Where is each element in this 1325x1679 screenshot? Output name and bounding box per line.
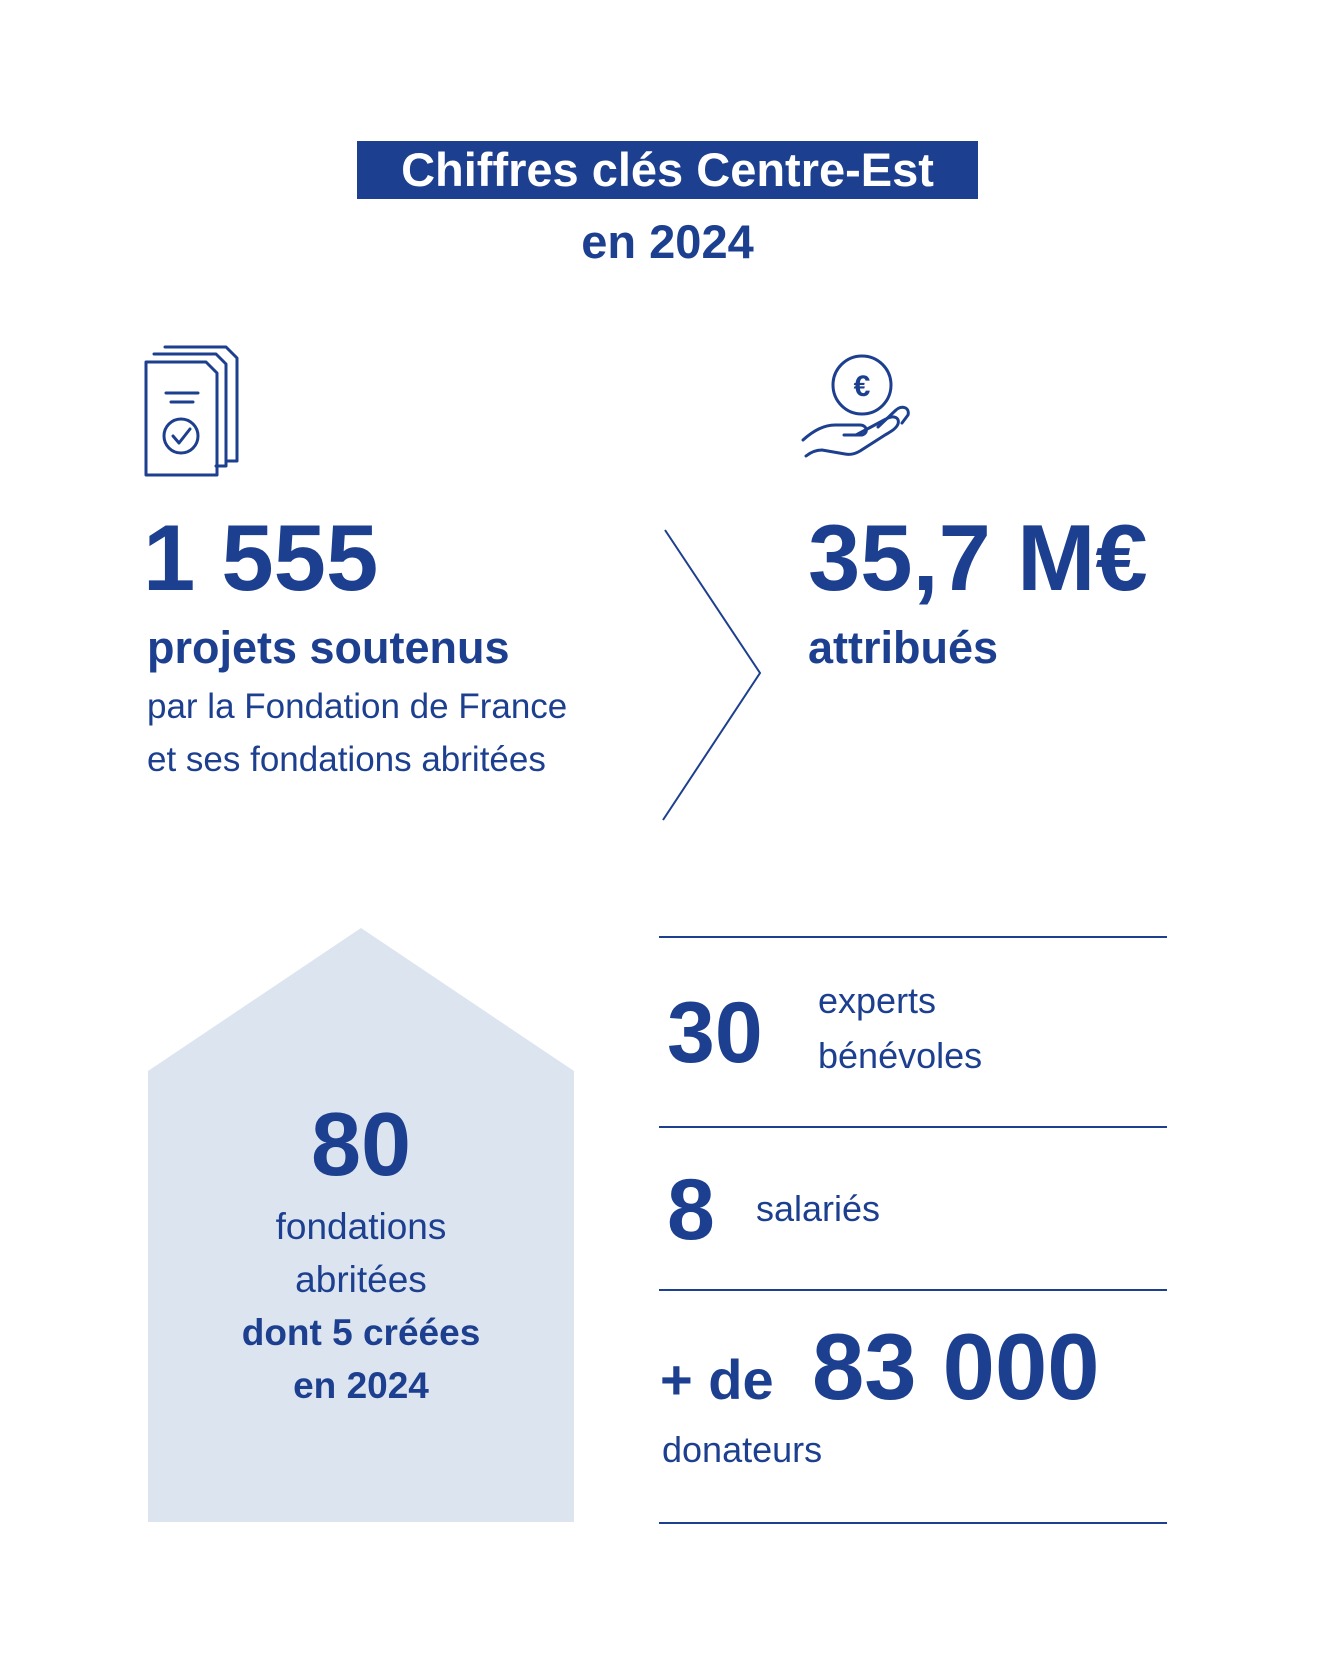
projects-label: projets soutenus — [147, 622, 510, 673]
projects-description-line1: par la Fondation de France — [147, 687, 568, 726]
foundations-line4: en 2024 — [293, 1365, 429, 1406]
hand-euro-coin-icon — [800, 355, 920, 470]
foundations-line2: abritées — [295, 1259, 427, 1300]
staff-label: salariés — [756, 1188, 881, 1229]
experts-label-line2: bénévoles — [818, 1035, 983, 1076]
page-title: Chiffres clés Centre-Est — [357, 141, 978, 199]
documents-check-icon — [140, 340, 250, 480]
divider-top — [659, 936, 1167, 938]
foundations-block — [148, 1090, 574, 1412]
foundations-count: 80 — [310, 1095, 412, 1195]
donors-count: 83 000 — [812, 1314, 1100, 1419]
foundations-line3: dont 5 créées — [241, 1312, 481, 1353]
foundations-line1: fondations — [275, 1206, 447, 1247]
staff-count: 8 — [667, 1162, 715, 1258]
amount-label: attribués — [808, 622, 999, 673]
donors-prefix: + de — [660, 1348, 774, 1411]
projects-count: 1 555 — [143, 505, 379, 610]
divider-staff — [659, 1289, 1167, 1291]
euro-symbol: € — [853, 370, 871, 403]
experts-label-line1: experts — [818, 980, 937, 1021]
divider-experts — [659, 1126, 1167, 1128]
experts-count: 30 — [667, 985, 763, 1081]
projects-description-line2: et ses fondations abritées — [147, 740, 546, 779]
chevron-right-icon — [655, 525, 765, 825]
page-subtitle: en 2024 — [581, 215, 754, 268]
donors-label: donateurs — [662, 1429, 823, 1470]
divider-bottom — [659, 1522, 1167, 1524]
amount-value: 35,7 M€ — [808, 505, 1148, 610]
